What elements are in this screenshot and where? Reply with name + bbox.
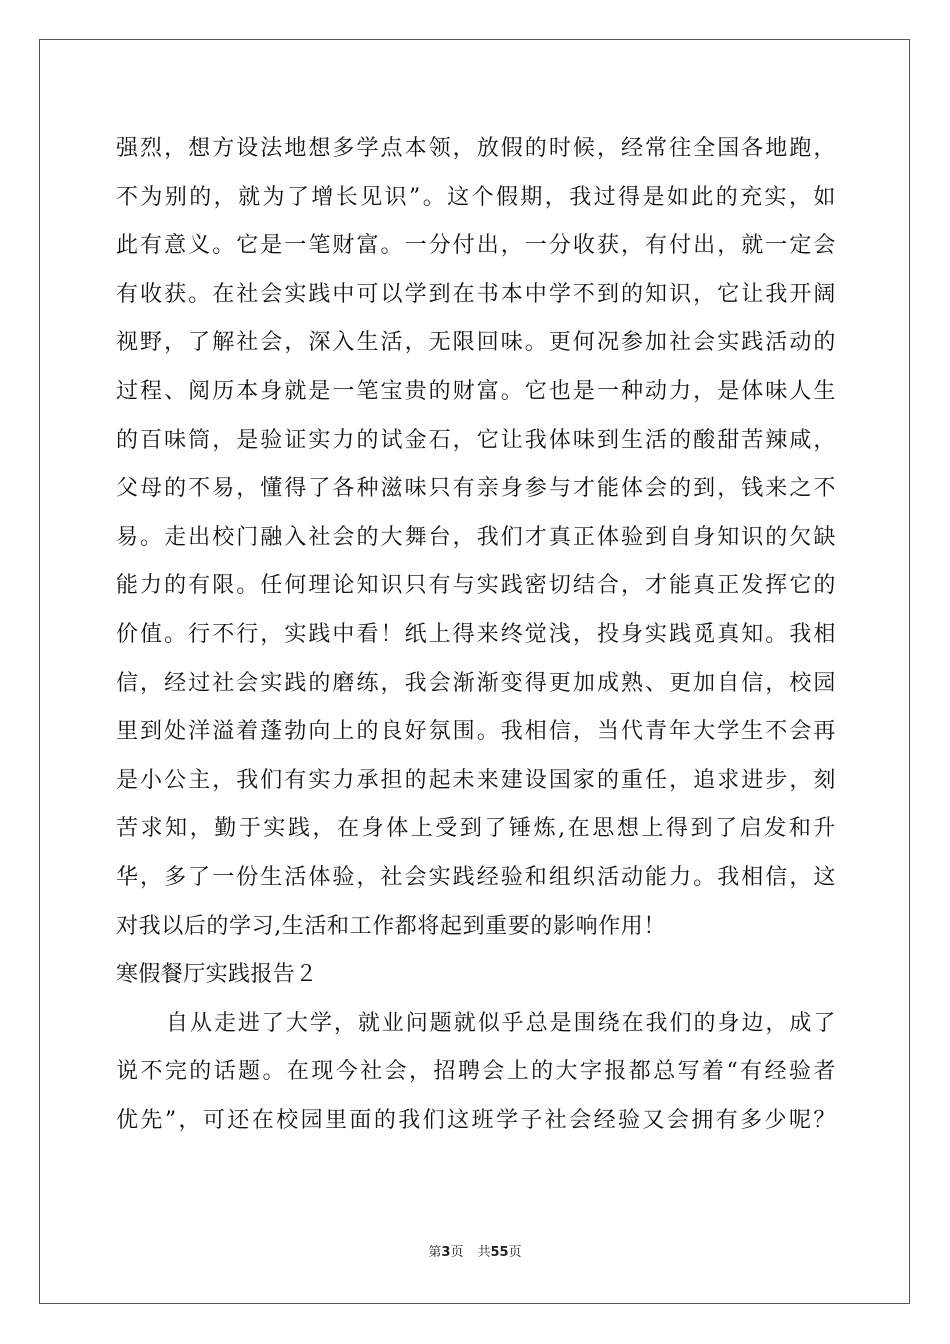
paragraph-line: 此有意义。它是一笔财富。一分付出，一分收获，有付出，就一定会 [116, 233, 836, 259]
total-pages-number: 55 [490, 1245, 509, 1260]
paragraph-line: 强烈，想方设法地想多学点本领，放假的时候，经常往全国各地跑， [116, 136, 836, 161]
paragraph-line: 说不完的话题。在现今社会，招聘会上的大字报都总写着“有经验者 [116, 1059, 836, 1085]
paragraph-line: 有收获。在社会实践中可以学到在书本中学不到的知识，它让我开阔 [116, 281, 836, 307]
paragraph-line: 能力的有限。任何理论知识只有与实践密切结合，才能真正发挥它的 [116, 573, 836, 599]
paragraph-line: 父母的不易，懂得了各种滋味只有亲身参与才能体会的到，钱来之不 [116, 476, 836, 502]
paragraph-line: 的百味筒，是验证实力的试金石，它让我体味到生活的酸甜苦辣咸， [116, 427, 836, 453]
paragraph-line: 里到处洋溢着蓬勃向上的良好氛围。我相信，当代青年大学生不会再 [116, 719, 836, 745]
paragraph-line: 价值。行不行，实践中看！纸上得来终觉浅，投身实践觅真知。我相 [116, 621, 836, 647]
page-suffix: 页 [450, 1245, 464, 1260]
total-suffix: 页 [508, 1245, 522, 1260]
paragraph-line: 是小公主，我们有实力承担的起未来建设国家的重任，追求进步，刻 [116, 767, 836, 793]
paragraph-line: 视野，了解社会，深入生活，无限回味。更何况参加社会实践活动的 [116, 330, 836, 356]
paragraph-line: 过程、阅历本身就是一笔宝贵的财富。它也是一种动力，是体味人生 [116, 378, 836, 404]
page-footer [0, 1244, 950, 1262]
paragraph-line: 苦求知，勤于实践，在身体上受到了锤炼,在思想上得到了启发和升 [116, 816, 836, 842]
paragraph-line: 信，经过社会实践的磨练，我会渐渐变得更加成熟、更加自信，校园 [116, 670, 836, 696]
document-body [116, 125, 836, 1145]
paragraph-line-first: 自从走进了大学，就业问题就似乎总是围绕在我们的身边，成了 [166, 1010, 836, 1036]
paragraph-line-last: 对我以后的学习,生活和工作都将起到重要的影响作用！ [116, 913, 666, 939]
paragraph-line: 华，多了一份生活体验，社会实践经验和组织活动能力。我相信，这 [116, 864, 836, 890]
total-prefix: 共 [477, 1245, 491, 1260]
paragraph-line: 优先”，可还在校园里面的我们这班学子社会经验又会拥有多少呢？ [116, 1107, 836, 1133]
paragraph-line: 不为别的，就为了增长见识”。这个假期，我过得是如此的充实，如 [116, 184, 836, 210]
section-heading: 寒假餐厅实践报告２ [116, 962, 318, 988]
current-page-number: 3 [441, 1245, 451, 1260]
paragraph-line: 易。走出校门融入社会的大舞台，我们才真正体验到自身知识的欠缺 [116, 524, 836, 550]
page-prefix: 第 [428, 1245, 442, 1260]
